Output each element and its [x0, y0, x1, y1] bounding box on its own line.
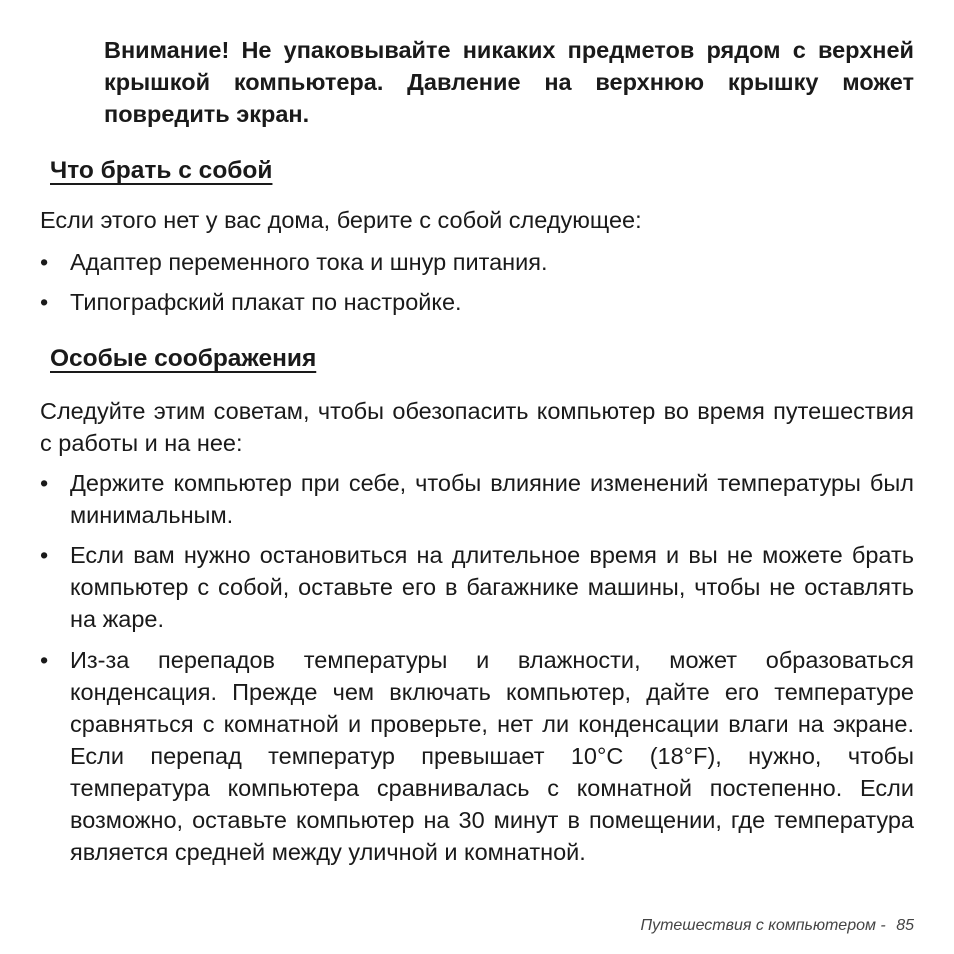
warning-text: Внимание! Не упаковывайте никаких предметов рядом с верхней крышкой компьютера. Давление на верхнюю крышку может повредить экран.: [104, 37, 914, 127]
bullet-icon: •: [40, 647, 49, 673]
bullet-icon: •: [40, 289, 49, 315]
footer-section-title: Путешествия с компьютером -: [640, 917, 886, 934]
list-item: [40, 539, 914, 635]
section-intro-special-considerations: Следуйте этим советам, чтобы обезопасить компьютер во время путешествия с работы и на нее:: [40, 398, 914, 456]
what-to-take-list: [40, 246, 914, 318]
bullet-icon: •: [40, 542, 49, 568]
list-item-text: Если вам нужно остановиться на длительное время и вы не можете брать компьютер с собой, оставьте его в багажнике машины, чтобы не оставлять на жаре.: [70, 542, 914, 632]
bullet-icon: •: [40, 470, 49, 496]
list-item-text: Держите компьютер при себе, чтобы влияние изменений температуры был минимальным.: [70, 470, 914, 528]
list-item-text: Типографский плакат по настройке.: [70, 289, 462, 315]
special-considerations-list: [40, 467, 914, 868]
list-item: [40, 644, 914, 868]
list-item: [40, 246, 914, 278]
bullet-icon: •: [40, 249, 49, 275]
list-item: [40, 467, 914, 531]
page-footer: [640, 917, 914, 935]
list-item-text: Из-за перепадов температуры и влажности, может образоваться конденсация. Прежде чем включать компьютер, дайте его температуре сравняться с комнатной и проверьте, нет ли конденсации влаги на экране. Если перепад температур превышает 10°C (18°F), нужно, чтобы температура компьютера сравнивалась с комнатной постепенно. Если возможно, оставьте компьютер на 30 минут в помещении, где температура является средней между уличной и комнатной.: [70, 647, 914, 865]
section-heading-what-to-take: Что брать с собой: [50, 157, 273, 184]
section-intro-what-to-take: Если этого нет у вас дома, берите с собой следующее:: [40, 207, 642, 233]
section-heading-special-considerations: Особые соображения: [50, 345, 317, 372]
page-number: 85: [896, 917, 914, 934]
list-item-text: Адаптер переменного тока и шнур питания.: [70, 249, 548, 275]
list-item: [40, 286, 914, 318]
